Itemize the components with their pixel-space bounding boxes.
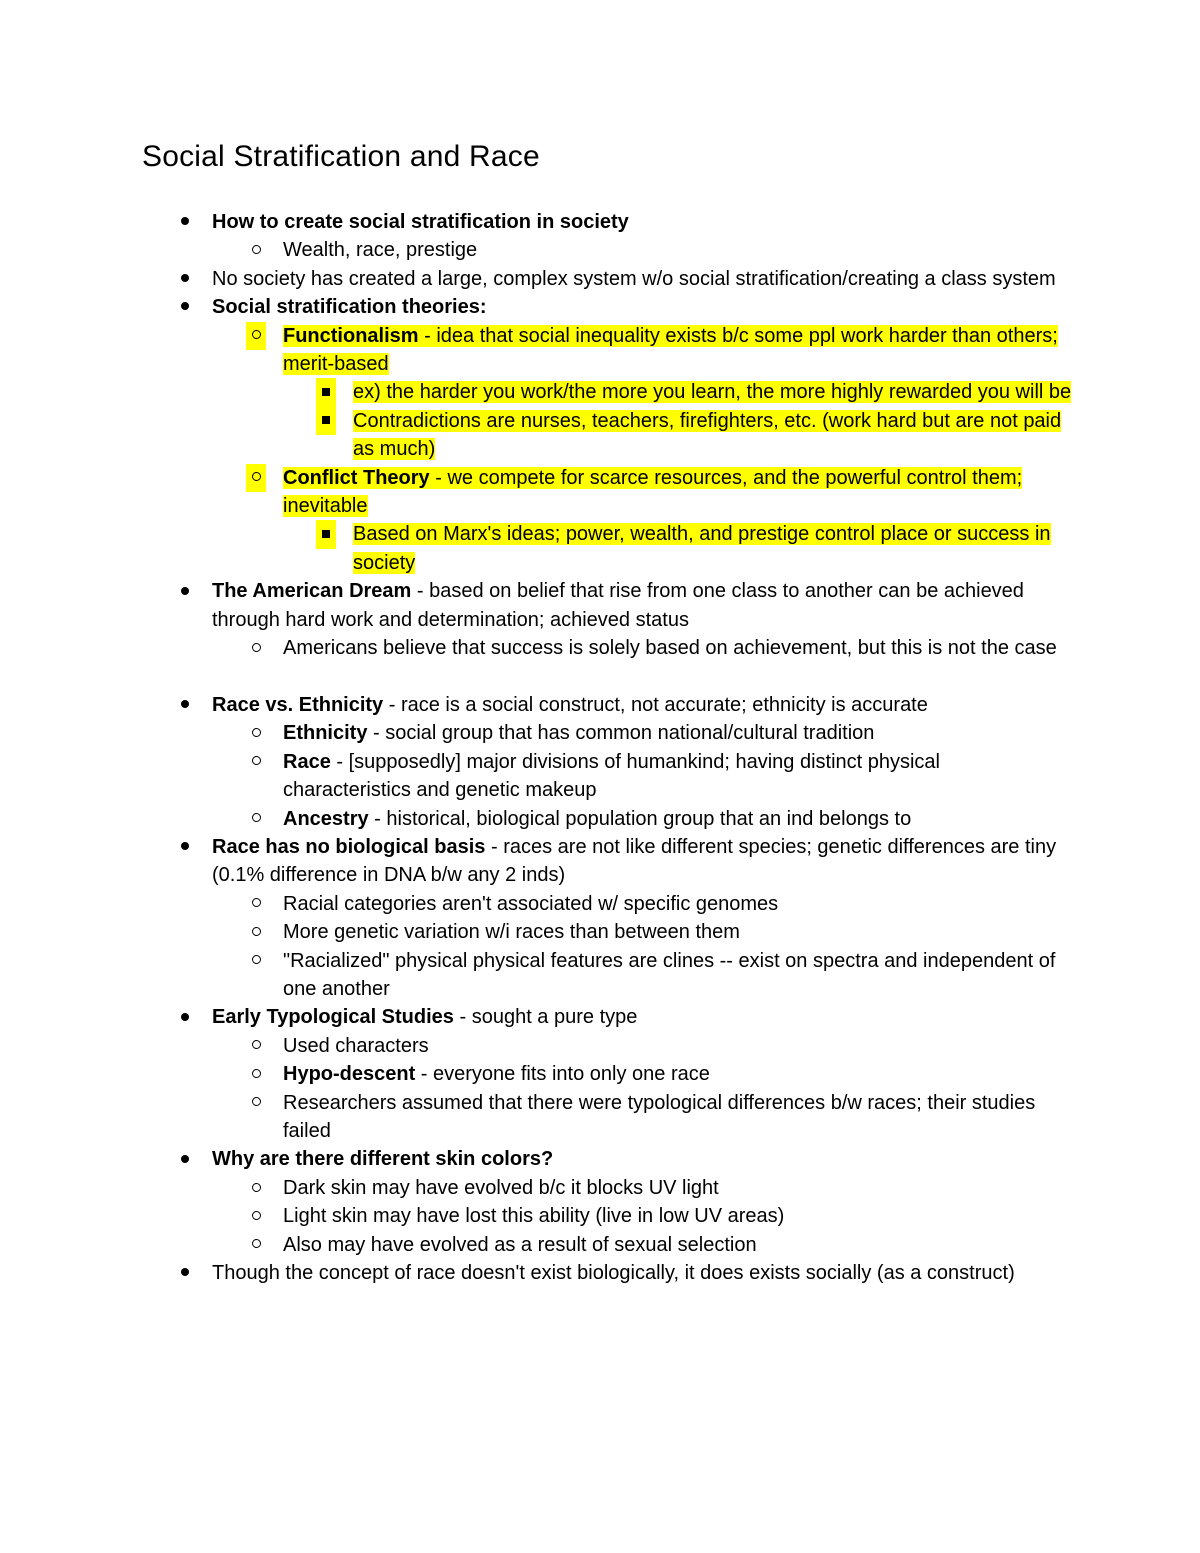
filled-circle-bullet-icon	[175, 691, 195, 719]
list-item	[142, 805, 1072, 833]
list-item-body: - we compete for scarce resources, and the powerful control them; inevitable	[283, 466, 1023, 518]
list-item	[142, 1032, 1072, 1060]
list-item	[142, 265, 1072, 293]
list-item-body: - social group that has common national/cultural tradition	[367, 722, 875, 745]
list-item	[142, 748, 1072, 805]
list-item-text	[283, 637, 1057, 659]
list-item-text	[283, 1035, 429, 1057]
list-item	[142, 918, 1072, 946]
list-item-text	[212, 211, 629, 233]
list-item	[142, 1003, 1072, 1031]
list-item-body: - historical, biological population group that an ind belongs to	[368, 807, 912, 830]
list-item-body: Researchers assumed that there were typological differences b/w races; their studies failed	[283, 1091, 1036, 1142]
list-item-text	[212, 1262, 1015, 1284]
hollow-circle-bullet-icon	[246, 1174, 266, 1202]
list-item-body: Light skin may have lost this ability (live in low UV areas)	[283, 1205, 785, 1228]
filled-circle-bullet-icon	[175, 208, 195, 236]
list-item-body: "Racialized" physical physical features are clines -- exist on spectra and independent of one another	[283, 949, 1056, 1000]
filled-circle-bullet-icon	[175, 833, 195, 861]
list-item	[142, 236, 1072, 264]
list-item-body: More genetic variation w/i races than between them	[283, 921, 740, 944]
filled-square-bullet-icon	[316, 378, 336, 406]
list-item-text	[283, 1177, 719, 1199]
list-item-term: Hypo-descent	[283, 1063, 416, 1086]
list-item-term: Race vs. Ethnicity	[212, 693, 384, 716]
list-item-text	[283, 722, 874, 744]
filled-circle-bullet-icon	[175, 265, 195, 293]
hollow-circle-bullet-icon	[246, 634, 266, 662]
list-item-body: - sought a pure type	[453, 1006, 638, 1029]
list-item	[142, 322, 1072, 379]
filled-circle-bullet-icon	[175, 577, 195, 605]
list-item-term: Why are there different skin colors?	[212, 1148, 554, 1171]
filled-square-bullet-icon	[316, 520, 336, 548]
list-item-body: - [supposedly] major divisions of humankind; having distinct physical characteristics and genetic makeup	[283, 750, 941, 802]
list-item-text	[283, 1092, 1035, 1142]
hollow-circle-bullet-icon	[246, 1089, 266, 1117]
list-item-term: Functionalism	[283, 324, 419, 347]
list-item-term: Ancestry	[283, 807, 369, 830]
list-item	[142, 520, 1072, 577]
list-item-term: Early Typological Studies	[212, 1006, 454, 1029]
filled-circle-bullet-icon	[175, 1259, 195, 1287]
list-item-text	[353, 410, 1061, 460]
hollow-circle-bullet-icon	[246, 947, 266, 975]
list-item-text	[212, 694, 928, 716]
list-item-text	[212, 1006, 637, 1028]
list-item-text	[283, 1234, 757, 1256]
list-item-term: The American Dream	[212, 580, 412, 603]
hollow-circle-bullet-icon	[246, 890, 266, 918]
list-item-body: - race is a social construct, not accurate; ethnicity is accurate	[383, 693, 928, 716]
list-item-text	[283, 950, 1055, 1000]
filled-circle-bullet-icon	[175, 293, 195, 321]
list-item	[142, 1231, 1072, 1259]
list-item-body: Americans believe that success is solely based on achievement, but this is not the case	[283, 637, 1057, 660]
list-item-body: Dark skin may have evolved b/c it blocks UV light	[283, 1176, 719, 1199]
list-item-term: Ethnicity	[283, 722, 368, 745]
hollow-circle-bullet-icon	[246, 748, 266, 776]
list-item-body: - everyone fits into only one race	[415, 1063, 710, 1086]
list-item	[142, 947, 1072, 1004]
hollow-circle-bullet-icon	[246, 805, 266, 833]
list-item-text	[283, 467, 1022, 517]
list-item	[142, 691, 1072, 719]
hollow-circle-bullet-icon	[246, 464, 266, 492]
list-item	[142, 293, 1072, 321]
hollow-circle-bullet-icon	[246, 1231, 266, 1259]
list-item	[142, 1259, 1072, 1287]
list-item-text	[212, 580, 1024, 630]
list-item-body: Though the concept of race doesn't exist biologically, it does exists socially (as a construct)	[212, 1262, 1015, 1285]
list-item	[142, 833, 1072, 890]
notes-list	[142, 208, 1072, 1287]
list-item-body: Racial categories aren't associated w/ specific genomes	[283, 892, 779, 915]
hollow-circle-bullet-icon	[246, 719, 266, 747]
list-item	[142, 407, 1072, 464]
list-item-text	[353, 523, 1051, 573]
list-item-text	[283, 921, 740, 943]
list-item	[142, 1089, 1072, 1146]
list-item	[142, 1145, 1072, 1173]
page-title: Social Stratification and Race	[142, 140, 540, 173]
list-item	[142, 464, 1072, 521]
list-item-term: Race has no biological basis	[212, 835, 486, 858]
list-item-text	[212, 268, 1056, 290]
list-item	[142, 1060, 1072, 1088]
list-item-body: Also may have evolved as a result of sexual selection	[283, 1233, 757, 1256]
hollow-circle-bullet-icon	[246, 1032, 266, 1060]
list-item	[142, 890, 1072, 918]
list-item-term: How to create social stratification in society	[212, 211, 629, 233]
list-item-text	[283, 1205, 784, 1227]
list-item-body: No society has created a large, complex system w/o social stratification/creating a class system	[212, 267, 1056, 290]
list-item-text	[212, 1148, 553, 1170]
list-item-text	[353, 381, 1071, 403]
hollow-circle-bullet-icon	[246, 322, 266, 350]
list-item-text	[283, 893, 778, 915]
list-item	[142, 378, 1072, 406]
list-item-term: Conflict Theory	[283, 466, 430, 489]
list-item-body: Based on Marx's ideas; power, wealth, and prestige control place or success in society	[353, 523, 1051, 574]
list-item	[142, 208, 1072, 236]
list-item	[142, 1202, 1072, 1230]
list-item-text	[283, 325, 1058, 375]
list-item-body: - based on belief that rise from one class to another can be achieved through hard work and determination; achieved status	[212, 580, 1024, 631]
list-item-text	[283, 239, 477, 261]
list-item-body: Wealth, race, prestige	[283, 239, 478, 262]
list-item-text	[283, 808, 911, 830]
hollow-circle-bullet-icon	[246, 236, 266, 264]
list-item-text	[283, 751, 940, 801]
list-item	[142, 719, 1072, 747]
list-item-body: Used characters	[283, 1034, 429, 1057]
list-item	[142, 1174, 1072, 1202]
list-item-body: - idea that social inequality exists b/c some ppl work harder than others; merit-based	[283, 324, 1058, 376]
list-item-term: Social stratification theories:	[212, 296, 487, 319]
filled-circle-bullet-icon	[175, 1145, 195, 1173]
hollow-circle-bullet-icon	[246, 1060, 266, 1088]
hollow-circle-bullet-icon	[246, 1202, 266, 1230]
list-item	[142, 634, 1072, 662]
filled-circle-bullet-icon	[175, 1003, 195, 1031]
filled-square-bullet-icon	[316, 407, 336, 435]
list-item-body: ex) the harder you work/the more you learn, the more highly rewarded you will be	[353, 381, 1072, 404]
list-item	[142, 577, 1072, 634]
list-item-term: Race	[283, 750, 331, 773]
list-item-text	[212, 296, 487, 318]
list-item-text	[212, 836, 1056, 886]
list-item-body: Contradictions are nurses, teachers, firefighters, etc. (work hard but are not paid as much)	[353, 409, 1062, 461]
list-item-body: - races are not like different species; genetic differences are tiny (0.1% difference in DNA b/w any 2 inds)	[212, 835, 1057, 887]
hollow-circle-bullet-icon	[246, 918, 266, 946]
list-item-text	[283, 1063, 710, 1085]
